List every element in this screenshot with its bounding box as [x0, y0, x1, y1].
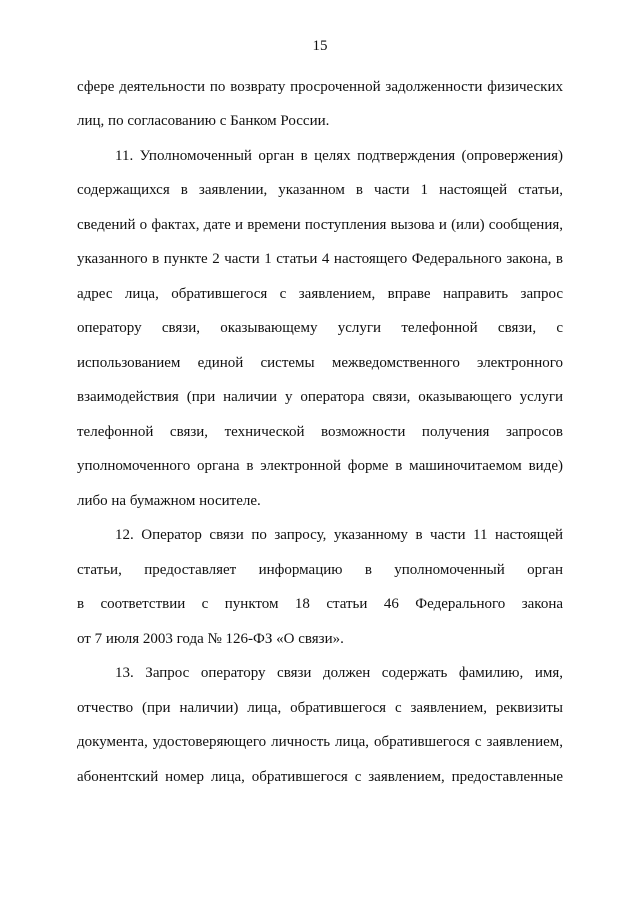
text-line: статьи, предоставляет информацию в уполномоченный орган [77, 562, 563, 578]
text-line: абонентский номер лица, обратившегося с заявлением, предоставленные [77, 769, 563, 785]
text-line: отчество (при наличии) лица, обратившегося с заявлением, реквизиты [77, 700, 563, 716]
paragraph-11-first-line: 11. Уполномоченный орган в целях подтверждения (опровержения) [115, 148, 563, 164]
text-line: в соответствии с пунктом 18 статьи 46 Федерального закона [77, 596, 563, 612]
paragraph-13-first-line: 13. Запрос оператору связи должен содержать фамилию, имя, [115, 665, 563, 681]
text-line: использованием единой системы межведомственного электронного [77, 355, 563, 371]
page-number: 15 [312, 38, 328, 54]
paragraph-12-first-line: 12. Оператор связи по запросу, указанному в части 11 настоящей [115, 527, 563, 543]
text-line: взаимодействия (при наличии у оператора связи, оказывающего услуги [77, 389, 563, 405]
text-line: уполномоченного органа в электронной форме в машиночитаемом виде) [77, 458, 563, 474]
text-line: сведений о фактах, дате и времени поступления вызова и (или) сообщения, [77, 217, 563, 233]
text-line: документа, удостоверяющего личность лица, обратившегося с заявлением, [77, 734, 563, 750]
text-line: адрес лица, обратившегося с заявлением, вправе направить запрос [77, 286, 563, 302]
text-line: от 7 июля 2003 года № 126-ФЗ «О связи». [77, 631, 344, 647]
text-line: оператору связи, оказывающему услуги телефонной связи, с [77, 320, 563, 336]
text-line: лиц, по согласованию с Банком России. [77, 113, 330, 129]
text-line: либо на бумажном носителе. [77, 493, 261, 509]
text-line: телефонной связи, технической возможности получения запросов [77, 424, 563, 440]
text-line: сфере деятельности по возврату просроченной задолженности физических [77, 79, 563, 95]
text-line: указанного в пункте 2 части 1 статьи 4 настоящего Федерального закона, в [77, 251, 563, 267]
text-line: содержащихся в заявлении, указанном в части 1 настоящей статьи, [77, 182, 563, 198]
